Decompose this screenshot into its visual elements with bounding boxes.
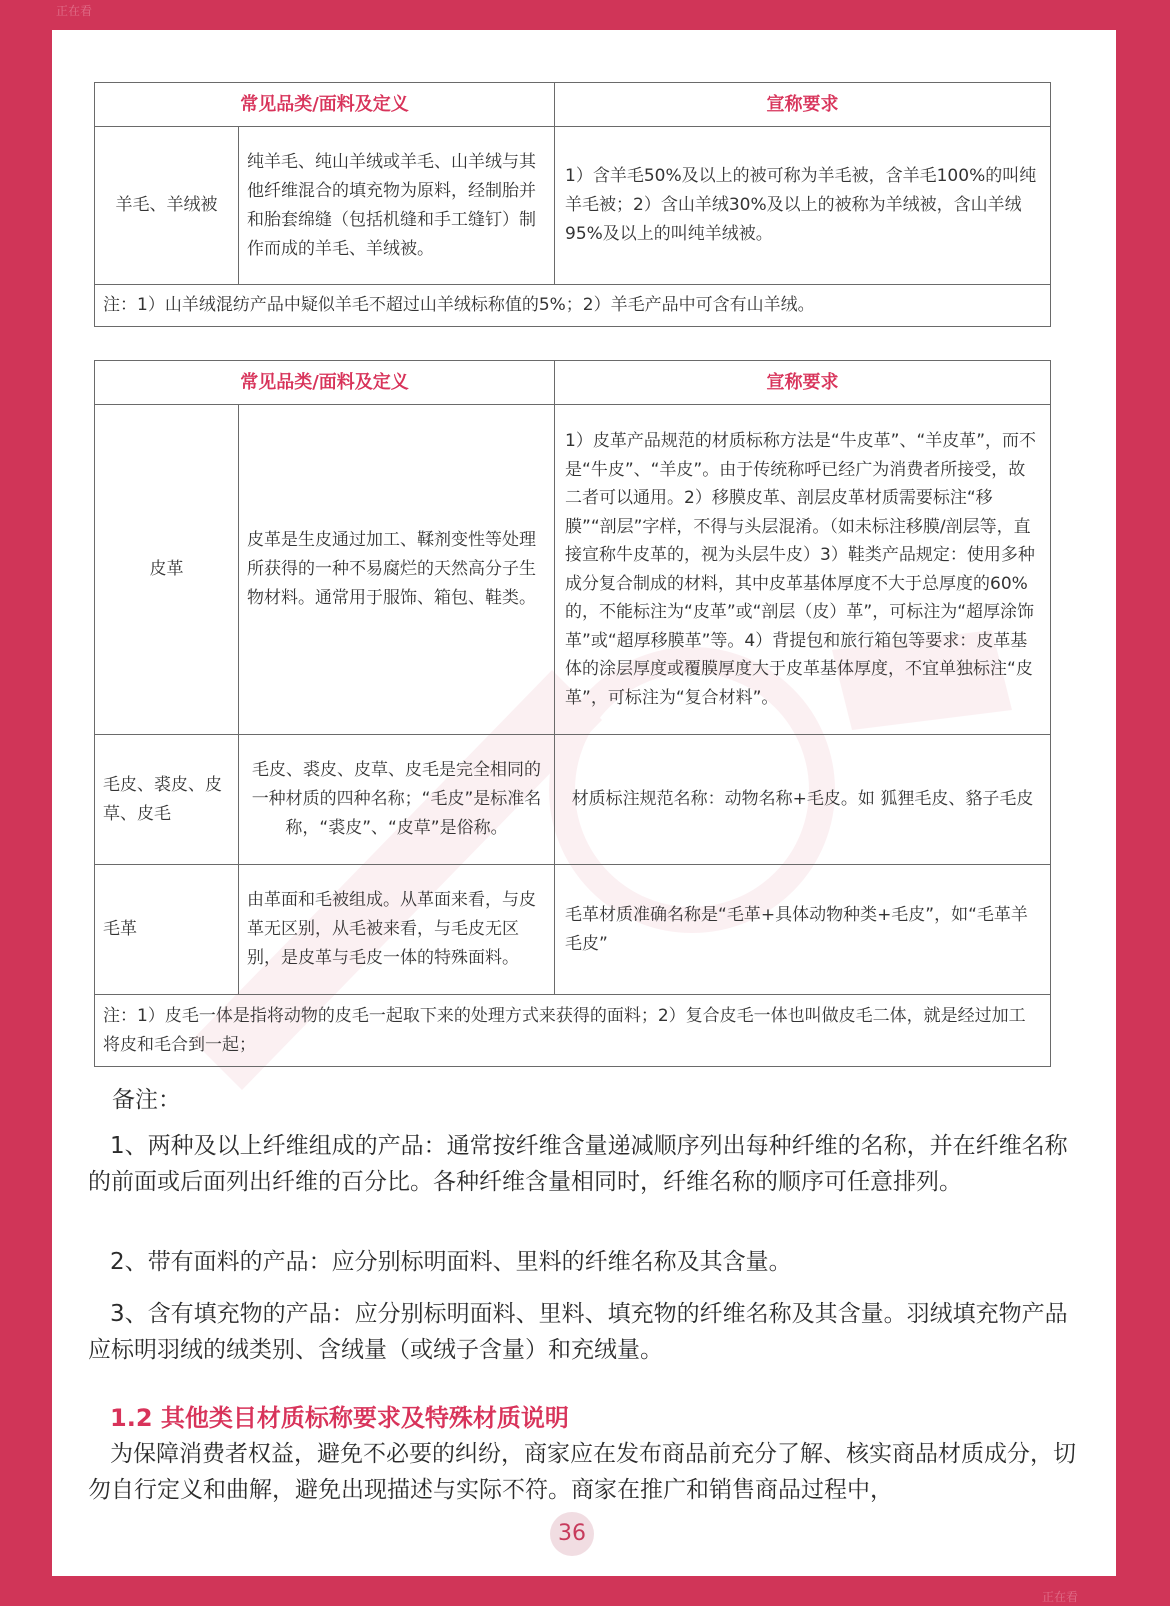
table-header-row: [95, 83, 1051, 127]
definition-cell: 纯羊毛、纯山羊绒或羊毛、山羊绒与其他纤维混合的填充物为原料，经制胎并和胎套绵缝（包括机缝和手工缝钉）制作而成的羊毛、羊绒被。: [239, 127, 555, 285]
requirement-cell: 1）皮革产品规范的材质标称方法是“牛皮革”、“羊皮革”，而不是“牛皮”、“羊皮”。由于传统称呼已经广为消费者所接受，故二者可以通用。2）移膜皮革、剖层皮革材质需要标注“移膜”“剖层”字样，不得与头层混淆。（如未标注移膜/剖层等，直接宣称牛皮革的，视为头层牛皮）3）鞋类产品规定：使用多种成分复合制成的材料，其中皮革基体厚度不大于总厚度的60%的，不能标注为“皮革”或“剖层（皮）革”，可标注为“超厚涂饰革”或“超厚移膜革”等。4）背提包和旅行箱包等要求：皮革基体的涂层厚度或覆膜厚度大于皮革基体厚度，不宜单独标注“皮革”，可标注为“复合材料”。: [555, 405, 1051, 735]
table-note: 注：1）山羊绒混纺产品中疑似羊毛不超过山羊绒标称值的5%；2）羊毛产品中可含有山羊绒。: [95, 285, 1051, 327]
remark-item-2: 2、带有面料的产品：应分别标明面料、里料的纤维名称及其含量。: [110, 1249, 792, 1275]
column-header-category: 常见品类/面料及定义: [95, 361, 555, 405]
section-heading: 1.2 其他类目材质标称要求及特殊材质说明: [110, 1404, 569, 1432]
category-cell: 羊毛、羊绒被: [95, 127, 239, 285]
table-note: 注：1）皮毛一体是指将动物的皮毛一起取下来的处理方式来获得的面料；2）复合皮毛一体也叫做皮毛二体，就是经过加工将皮和毛合到一起；: [95, 995, 1051, 1067]
table-row: [95, 127, 1051, 285]
table-row: [95, 865, 1051, 995]
definition-cell: 由革面和毛被组成。从革面来看，与皮革无区别，从毛被来看，与毛皮无区别，是皮革与毛皮一体的特殊面料。: [239, 865, 555, 995]
category-cell: 毛皮、裘皮、皮草、皮毛: [95, 735, 239, 865]
column-header-requirement: 宣称要求: [555, 83, 1051, 127]
column-header-requirement: 宣称要求: [555, 361, 1051, 405]
wool-quilt-table: [94, 82, 1051, 327]
requirement-cell: 1）含羊毛50%及以上的被可称为羊毛被，含羊毛100%的叫纯羊毛被；2）含山羊绒30%及以上的被称为羊绒被，含山羊绒95%及以上的叫纯羊绒被。: [555, 127, 1051, 285]
remark-item-3: 3、含有填充物的产品：应分别标明面料、里料、填充物的纤维名称及其含量。羽绒填充物产品应标明羽绒的绒类别、含绒量（或绒子含量）和充绒量。: [88, 1301, 1068, 1363]
table-note-row: [95, 285, 1051, 327]
table-header-row: [95, 361, 1051, 405]
section-paragraph: 为保障消费者权益，避免不必要的纠纷，商家应在发布商品前充分了解、核实商品材质成分，切勿自行定义和曲解，避免出现描述与实际不符。商家在推广和销售商品过程中，: [88, 1441, 1076, 1503]
corner-watermark-logo-bottom: 正在看: [1042, 1590, 1079, 1604]
document-page: [52, 30, 1116, 1576]
table-row: [95, 735, 1051, 865]
page-number: 36: [550, 1512, 594, 1556]
table-row: [95, 405, 1051, 735]
leather-fur-table: [94, 360, 1051, 1067]
category-cell: 毛革: [95, 865, 239, 995]
remarks-title: 备注：: [112, 1087, 181, 1113]
category-cell: 皮革: [95, 405, 239, 735]
corner-watermark-logo: 正在看: [56, 4, 93, 18]
requirement-cell: 毛革材质准确名称是“毛革+具体动物种类+毛皮”，如“毛革羊毛皮”: [555, 865, 1051, 995]
definition-cell: 毛皮、裘皮、皮草、皮毛是完全相同的一种材质的四种名称；“毛皮”是标准名称，“裘皮”、“皮草”是俗称。: [239, 735, 555, 865]
column-header-category: 常见品类/面料及定义: [95, 83, 555, 127]
requirement-cell: 材质标注规范名称：动物名称+毛皮。如 狐狸毛皮、貉子毛皮: [555, 735, 1051, 865]
table-note-row: [95, 995, 1051, 1067]
definition-cell: 皮革是生皮通过加工、鞣剂变性等处理所获得的一种不易腐烂的天然高分子生物材料。通常用于服饰、箱包、鞋类。: [239, 405, 555, 735]
remark-item-1: 1、两种及以上纤维组成的产品：通常按纤维含量递减顺序列出每种纤维的名称，并在纤维名称的前面或后面列出纤维的百分比。各种纤维含量相同时，纤维名称的顺序可任意排列。: [88, 1133, 1068, 1195]
